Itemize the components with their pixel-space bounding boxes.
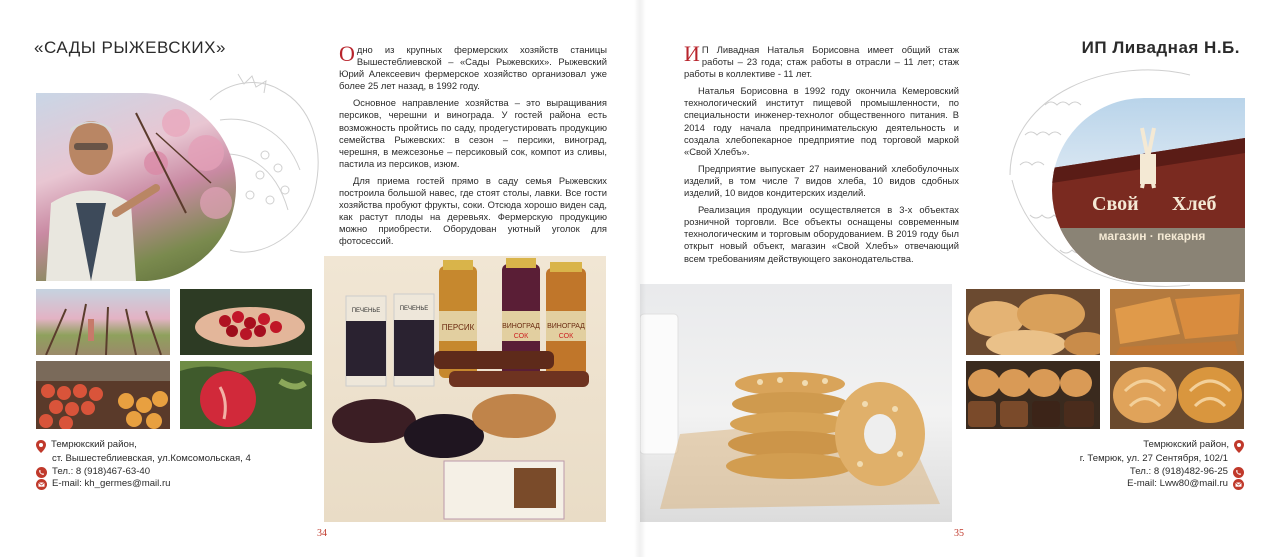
left-phone: Тел.: 8 (918)467-63-40 [52, 465, 151, 477]
left-paragraph-3: Для приема гостей прямо в саду семья Рыжевских построила большой навес, где стоят столы, лавки. Все гости хозяйства пробуют фрукты, соки. Отсюда хорошо виден сад, как растут плоды на деревьях. Фермерскую продукцию можно приобрести. Оборудован уютный уголок для фотосессий. [339, 174, 607, 247]
left-page-title: «САДЫ РЫЖЕВСКИХ» [34, 38, 226, 57]
right-address-line2: г. Темрюк, ул. 27 Сентября, 102/1 [1079, 453, 1228, 464]
location-pin-icon [36, 440, 46, 453]
left-page-number: 34 [317, 528, 327, 539]
right-contact-block [1080, 439, 1244, 491]
jar2-sublabel: СОК [513, 333, 529, 340]
farmer-figure [36, 93, 236, 281]
right-paragraph-4: Реализация продукции осуществляется в 3-х объектах розничной торговли. Все объекты оснащены современным технологическим и торговым оборудованием. В 2019 году был открыт новый объект, магазин «Свой Хлебъ» отвечающий всем требованиям действующего законодательства. [684, 204, 959, 264]
pomegranate-tree-photo [180, 361, 312, 429]
right-page-number: 35 [954, 528, 964, 539]
right-page-title: ИП Ливадная Н.Б. [1081, 38, 1240, 57]
left-drop-cap: О [339, 41, 355, 66]
right-paragraph-2: Наталья Борисовна в 1992 году окончила Кемеровский технологический институт пищевой промышленности, по специальности инженер-технолог общественного питания. В 2014 году начала предпринимательскую деятельность и создала хлебопекарное предприятие под торговой маркой «Свой Хлебъ». [684, 85, 959, 157]
pack1-label: ПЕЧЕНЬЕ [351, 308, 381, 314]
right-drop-cap: И [684, 41, 700, 66]
left-paragraph-2: Основное направление хозяйства – это выращивания персиков, черешни и винограда. У гостей района есть возможность пройтись по саду, продегустировать продукцию семейства Рыжевских: в сезон – персики, виноград, черешня, в межсезонье – персиковый сок, компот из сливы, пастила из персиков, изюм. [339, 97, 607, 169]
sign-brand-right: Хлеб [1172, 193, 1217, 215]
jar3-sublabel: СОК [558, 333, 574, 340]
buns-photo [966, 289, 1100, 355]
pack2-label: ПЕЧЕНЬЕ [399, 306, 429, 312]
sign-brand-left: Свой [1092, 193, 1139, 215]
breads-photo [966, 361, 1100, 429]
farm-products-photo [324, 256, 606, 522]
book-gutter [634, 0, 646, 557]
left-contact-block [36, 439, 251, 491]
pastries-photo [1110, 289, 1244, 355]
farmer-orchard-photo [36, 93, 236, 281]
jar3-label: ВИНОГРАД [547, 323, 585, 330]
orchard-rows-photo [36, 289, 170, 355]
sign-subtitle: магазин · пекарня [1098, 229, 1206, 243]
phone-icon [36, 467, 47, 478]
phone-icon [1233, 467, 1244, 478]
left-address-line1: Темрюкский район, [51, 439, 137, 450]
right-page [640, 0, 1280, 557]
cookies-photo [640, 284, 952, 522]
email-icon[interactable] [1233, 479, 1244, 490]
right-paragraph-3: Предприятие выпускает 27 наименований хлебобулочных изделий, в том числе 7 видов хлеба, 10 видов сдобных изделий, 10 видов кондитерских изделий. [684, 162, 959, 199]
left-email[interactable]: E-mail: kh_germes@mail.ru [52, 478, 171, 490]
right-email[interactable]: E-mail: Lww80@mail.ru [1127, 478, 1228, 490]
location-pin-icon [1234, 440, 1244, 453]
left-paragraph-1: дно из крупных фермерских хозяйств станицы Вышестеблиевской – «Сады Рыжевских». Рыжевский Юрий Алексеевич фермерское хозяйство организовал уже более 25 лет назад, в 1992 году. [339, 44, 607, 92]
cherries-hand-photo [180, 289, 312, 355]
jar1-label: ПЕРСИК [441, 323, 475, 332]
right-paragraph-1: П Ливадная Наталья Борисовна имеет общий стаж работы – 23 года; стаж работы в отрасли – 11 лет; стаж работы в коллективе - 11 лет. [684, 44, 959, 80]
right-address-line1: Темрюкский район, [1143, 439, 1229, 450]
left-address-line2: ст. Вышестеблиевская, ул.Комсомольская, 4 [52, 453, 251, 464]
peaches-market-photo [36, 361, 170, 429]
left-article-text [339, 41, 607, 253]
email-icon[interactable] [36, 479, 47, 490]
jar2-label: ВИНОГРАД [502, 323, 540, 330]
shop-storefront-photo [1052, 98, 1245, 282]
braided-buns-photo [1110, 361, 1244, 429]
right-phone: Тел.: 8 (918)482-96-25 [1129, 465, 1228, 477]
right-article-text [684, 41, 959, 270]
